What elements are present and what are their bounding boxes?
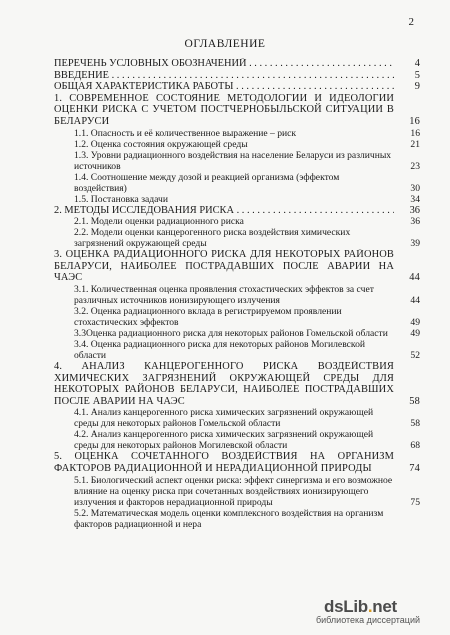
toc-entry-text: 2.2. Модели оценки канцерогенного риска воздействия химических загрязнений окружающей среды [74, 227, 351, 250]
toc-entry-text: 4.2. Анализ канцерогенного риска химических загрязнений окружающей среды для некоторых районов Могилевской области [74, 429, 374, 452]
toc-entry [54, 93, 420, 128]
toc-entry-text: 2.1. Модели оценки радиационного риска [74, 216, 244, 228]
toc-entry-page: 44 [410, 294, 420, 306]
toc-entry-page: 21 [410, 138, 420, 150]
dslib-watermark [316, 597, 440, 627]
toc-entry [54, 227, 420, 249]
toc-entry [54, 58, 420, 70]
toc-entry-page: 16 [409, 115, 420, 127]
toc-entry [54, 249, 420, 284]
toc-entry-page: 68 [410, 440, 420, 452]
toc-entry [54, 328, 420, 339]
toc-entry [54, 81, 420, 93]
toc-entry-page: 34 [410, 193, 420, 205]
toc-entry-text: 3.3Оценка радиационного риска для некоторых районов Гомельской области [74, 327, 388, 339]
dslib-logo: dsLib.net [324, 597, 397, 616]
toc-entry-page: 39 [410, 238, 420, 250]
toc-entry-text: 1.3. Уровни радиационного воздействия на население Беларуси из различных источников [74, 149, 392, 172]
toc-entry-text: 1.5. Постановка задачи [74, 193, 168, 205]
toc-entry-text: ОБЩАЯ ХАРАКТЕРИСТИКА РАБОТЫ . . . [54, 81, 394, 93]
page-number: 2 [408, 16, 414, 28]
toc-entry-text: 5. ОЦЕНКА СОЧЕТАННОГО ВОЗДЕЙСТВИЯ НА ОРГАНИЗМ ФАКТОРОВ РАДИАЦИОННОЙ И НЕРАДИАЦИОННОЙ ПРИРОДЫ [54, 451, 394, 474]
toc-entry-text: 3.1. Количественная оценка проявления стохастических эффектов за счет различных источников ионизирующего излучения [74, 283, 374, 306]
toc-entry-page: 52 [410, 349, 420, 361]
toc-entry-text: 5.1. Биологический аспект оценки риска: эффект синергизма и его возможное влияние на оценку риска при сочетанных воздействиях ионизирующего излучения и факторов нерадиационной природы [74, 474, 393, 508]
toc-entry [54, 306, 420, 328]
toc-entry-page: 44 [409, 272, 420, 284]
toc-entry-page: 75 [410, 496, 420, 508]
toc-entry-page: 5 [414, 69, 420, 81]
toc-entry [54, 451, 420, 474]
toc-entry-text: 2. МЕТОДЫ ИССЛЕДОВАНИЯ РИСКА . . . [54, 205, 394, 217]
watermark-subtitle: библиотека диссертаций [316, 615, 421, 625]
toc-entry-page: 58 [409, 395, 420, 407]
toc-entry-page: 30 [410, 182, 420, 194]
toc-entry [54, 150, 420, 172]
toc-entry [54, 475, 420, 508]
toc-entry-page: 74 [409, 462, 420, 474]
toc-entry [54, 339, 420, 361]
toc-entry-page: 49 [410, 316, 420, 328]
toc-entry-page: 36 [410, 216, 420, 228]
toc-entry [54, 205, 420, 217]
toc-entry [54, 284, 420, 306]
toc-entry-text: 1.4. Соотношение между дозой и реакцией организма (эффектом воздействия) [74, 171, 340, 194]
toc-entry-text: 1.1. Опасность и её количественное выражение – риск [74, 127, 297, 139]
table-of-contents [54, 58, 420, 530]
toc-entry-page: 49 [410, 327, 420, 339]
toc-entry [54, 70, 420, 82]
toc-entry-text: 3.2. Оценка радиационного вклада в регистрируемом проявлении стохастических эффектов [74, 305, 342, 328]
toc-entry-text: 1. СОВРЕМЕННОЕ СОСТОЯНИЕ МЕТОДОЛОГИИ И ИДЕОЛОГИИ ОЦЕНКИ РИСКА С УЧЕТОМ ПОСТЧЕРНОБЫЛЬСКОЙ СИТУАЦИИ В БЕЛАРУСИ [54, 92, 394, 127]
toc-entry-text: 3.4. Оценка радиационного риска для некоторых районов Могилевской области [74, 338, 366, 361]
toc-entry-page: 9 [414, 81, 420, 93]
toc-entry-text: ВВЕДЕНИЕ . . . [54, 70, 394, 82]
toc-entry [54, 429, 420, 451]
toc-entry [54, 139, 420, 150]
toc-entry [54, 216, 420, 227]
toc-entry [54, 407, 420, 429]
toc-entry [54, 128, 420, 139]
toc-entry [54, 361, 420, 407]
toc-entry-text: 5.2. Математическая модель оценки комплексного воздействия на организм факторов радиационной и нера [74, 507, 384, 530]
toc-entry-text: ПЕРЕЧЕНЬ УСЛОВНЫХ ОБОЗНАЧЕНИЙ . . . [54, 58, 394, 70]
toc-entry-text: 1.2. Оценка состояния окружающей среды [74, 138, 248, 150]
toc-entry-text: 4. АНАЛИЗ КАНЦЕРОГЕННОГО РИСКА ВОЗДЕЙСТВИЯ ХИМИЧЕСКИХ ЗАГРЯЗНЕНИЙ ОКРУЖАЮЩЕЙ СРЕДЫ ДЛЯ НЕКОТОРЫХ РАЙОНОВ БЕЛАРУСИ, НАИБОЛЕЕ ПОСТРАДАВШИХ ПОСЛЕ АВАРИИ НА ЧАЭС [54, 360, 394, 407]
toc-entry-page: 4 [414, 58, 420, 69]
toc-entry-page: 58 [410, 418, 420, 430]
toc-title: ОГЛАВЛЕНИЕ [184, 38, 266, 50]
toc-entry [54, 172, 420, 194]
toc-entry-page: 36 [409, 204, 420, 216]
toc-entry-page: 16 [410, 127, 420, 139]
toc-entry-page: 23 [410, 160, 420, 172]
toc-entry-text: 4.1. Анализ канцерогенного риска химических загрязнений окружающей среды для некоторых районов Гомельской области [74, 407, 374, 430]
toc-entry-text: 3. ОЦЕНКА РАДИАЦИОННОГО РИСКА ДЛЯ НЕКОТОРЫХ РАЙОНОВ БЕЛАРУСИ, НАИБОЛЕЕ ПОСТРАДАВШИХ ПОСЛЕ АВАРИИ НА ЧАЭС [54, 249, 394, 284]
toc-entry [54, 508, 420, 530]
toc-entry [54, 194, 420, 205]
